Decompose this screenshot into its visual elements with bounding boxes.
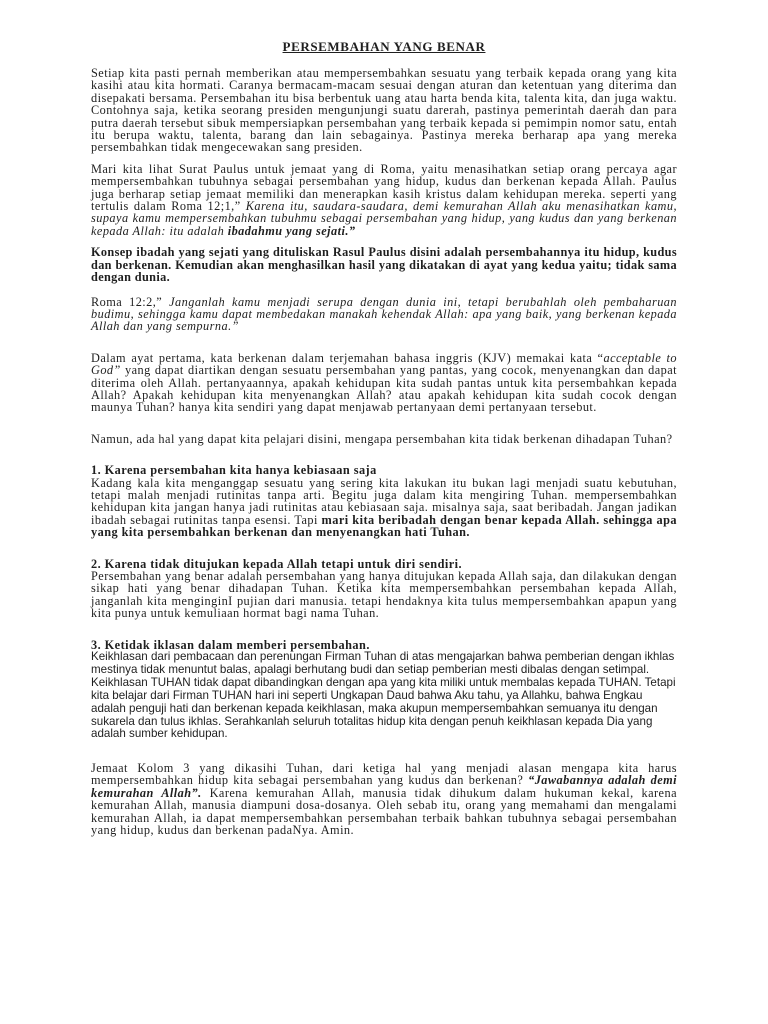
point1-heading: 1. Karena persembahan kita hanya kebiasaan saja <box>91 463 377 478</box>
point3-heading: 3. Ketidak iklasan dalam memberi persembahan. <box>91 637 370 652</box>
romans-12-1-emphasis: ibadahmu yang sejati <box>227 223 346 238</box>
kjv-paragraph <box>91 352 677 414</box>
romans-12-2-quote: Janganlah kamu menjadi serupa dengan dunia ini, tetapi berubahlah oleh pembaharuan budimu, sehingga kamu dapat membedakan manakah kehendak Allah: apa yang baik, yang berkenan kepada Allah dan yang sempurna.” <box>91 294 677 334</box>
point1-body-text: Kadang kala kita menganggap sesuatu yang sering kita lakukan itu bukan lagi menjadi suatu kebutuhan, tetapi malah menjadi rutinitas tanpa arti. Begitu juga dalam kita mengiring Tuhan. mempersembahkan kehidupan kita jangan hanya jadi rutinitas atau kebiasaan saja. misalnya saja, saat beribadah. Jangan jadikan ibadah sebagai rutinitas tanpa esensi. Tapi <box>91 475 677 527</box>
romans-12-2-paragraph <box>91 296 677 333</box>
closing-lead-text: Jemaat Kolom 3 yang dikasihi Tuhan, dari ketiga hal yang menjadi alasan mengapa kita harus mempersembahkan hidup kita sebagai persembahan yang kudus dan berkenan? <box>91 761 677 788</box>
point2-heading: 2. Karena tidak ditujukan kepada Allah tetapi untuk diri sendiri. <box>91 556 463 571</box>
kjv-term: acceptable to God” <box>91 350 677 378</box>
romans-12-1-end: .” <box>345 223 356 238</box>
romans-12-1-quote: Karena itu, saudara-saudara, demi kemurahan Allah aku menasihatkan kamu, supaya kamu mempersembahkan tubuhmu sebagai persembahan yang hidup, yang kudus dan yang berkenan kepada Allah: itu adalah <box>91 199 677 238</box>
concept-paragraph: Konsep ibadah yang sejati yang dituliskan Rasul Paulus disini adalah persembahannya itu hidup, kudus dan berkenan. Kemudian akan menghasilkan hasil yang dikatakan di ayat yang kedua yaitu; tidak sama dengan dunia. <box>91 245 677 285</box>
closing-quote: “Jawabannya adalah demi kemurahan Allah”. <box>91 773 677 800</box>
romans-12-2-ref: Roma 12:2,” <box>91 294 170 309</box>
point3-block <box>91 651 677 743</box>
closing-rest-text: Karena kemurahan Allah, manusia tidak dihukum dalam hukuman kekal, karena kemurahan Allah, manusia diampuni dosa-dosanya. Oleh sebab itu, orang yang memahami dan mengalami kemurahan Allah, ia dapat mempersembahkan persembahan terbaik bahkan tubuhnya sebagai persembahan yang hidup, kudus dan berkenan padaNya. Amin. <box>91 785 677 838</box>
paulus-lead-text: Mari kita lihat Surat Paulus untuk jemaat yang di Roma, yaitu menasihatkan setiap orang percaya agar mempersembahkan tubuhnya sebagai persembahan yang hidup, kudus dan berkenan kepada Allah. Paulus juga berharap setiap jemaat memiliki dan menerapkan kasih kristus dalam kehidupan mereka. seperti yang tertulis dalam Roma 12;1,” <box>91 161 677 214</box>
kjv-lead-text: Dalam ayat pertama, kata berkenan dalam terjemahan bahasa inggris (KJV) memakai kata “ <box>91 350 604 365</box>
closing-paragraph <box>91 762 677 836</box>
point2-paragraph: Persembahan yang benar adalah persembahan yang hanya ditujukan kepada Allah saja, dan dilakukan dengan sikap hati yang benar dihadapan Tuhan. Ketika kita mempersembahkan persembahan kepada Allah, janganlah kita menginginI pujian dari manusia. tetapi hendaknya kita tulus mempersembahkan apapun yang kita punya untuk kemuliaan hormat bagi nama Tuhan. <box>91 569 677 621</box>
document-title: PERSEMBAHAN YANG BENAR <box>282 39 486 54</box>
point1-paragraph <box>91 477 677 539</box>
point3-paragraph: Keikhlasan dari pembacaan dan perenungan Firman Tuhan di atas mengajarkan bahwa pemberian dengan ikhlas mestinya tidak menuntut balas, apalagi berhutang budi dan setiap pemberian mesti dibalas dengan setimpal. Keikhlasan TUHAN tidak dapat dibandingkan dengan apa yang kita miliki untuk membalas kepada TUHAN. Tetapi kita belajar dari Firman TUHAN hari ini seperti Ungkapan Daud bahwa Aku tahu, ya Allahku, bahwa Engkau adalah penguji hati dan berkenan kepada keikhlasan, maka akupun mempersembahkan semuanya itu dengan sukarela dan tulus ikhlas. Serahkanlah seluruh totalitas hidup kita dengan penuh keikhlasan kepada Dia yang adalah sumber kehidupan. <box>91 651 676 741</box>
paulus-paragraph <box>91 163 677 237</box>
document-page <box>91 40 677 836</box>
kjv-rest-text: yang dapat diartikan dengan sesuatu persembahan yang pantas, yang cocok, menyenangkan dan dapat diterima oleh Allah. pertanyaannya, apakah kehidupan kita sudah pantas untuk kita persembahkan kepada Allah? Apakah kehidupan kita menyenangkan Allah? atau apakah kehidupan kita sudah cocok dengan maunya Tuhan? hanya kita sendiri yang dapat menjawab pertanyaan demi pertanyaan tersebut. <box>91 363 677 415</box>
point1-emphasis: mari kita beribadah dengan benar kepada Allah. sehingga apa yang kita persembahkan berkenan dan menyenangkan hati Tuhan. <box>91 512 677 540</box>
question-paragraph: Namun, ada hal yang dapat kita pelajari disini, mengapa persembahan kita tidak berkenan dihadapan Tuhan? <box>91 431 673 446</box>
intro-paragraph: Setiap kita pasti pernah memberikan atau mempersembahkan sesuatu yang terbaik kepada orang yang kita kasihi atau kita hormati. Caranya bermacam-macam sesuai dengan aturan dan ketentuan yang diterima dan disepakati bersama. Persembahan itu bisa berbentuk uang atau harta benda kita, talenta kita, dan juga waktu. Contohnya saja, ketika seorang presiden mengunjungi suatu darerah, pastinya pemerintah daerah dan para putra daerah tersebut sibuk mempersiapkan persembahan yang terbaik kepada si pemimpin nomor satu, entah itu berupa waktu, talenta, barang dan lain sebagainya. Pastinya mereka berharap apa yang mereka persembahkan tidak mengecewakan sang presiden. <box>91 66 677 155</box>
